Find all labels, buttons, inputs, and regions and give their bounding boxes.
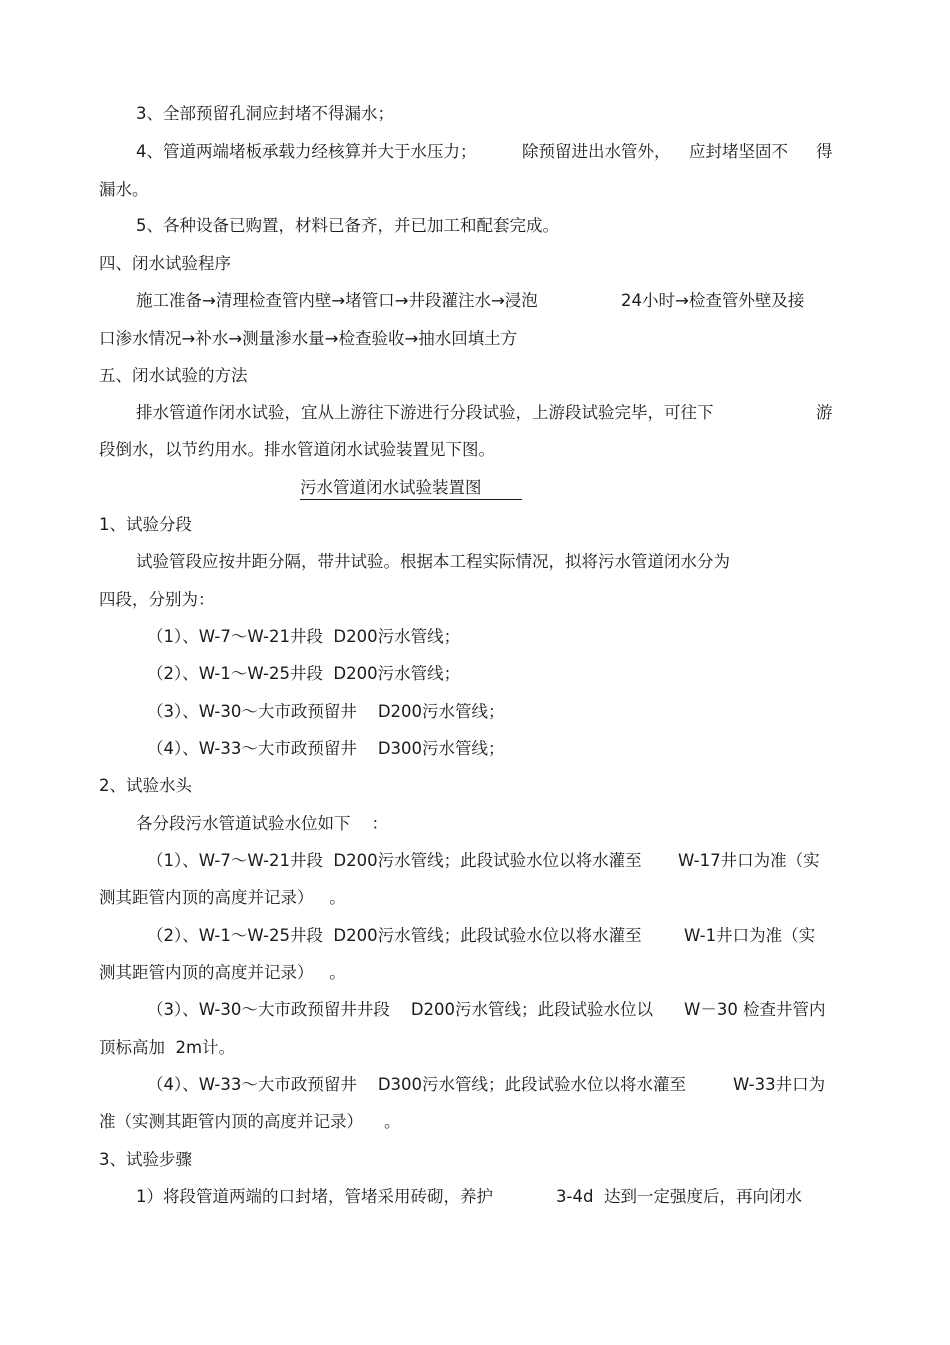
- list-item: （4）、W-33～大市政预留井 D300污水管线；: [147, 739, 505, 758]
- text-line: 测其距管内顶的高度并记录） 。: [99, 963, 346, 982]
- text-line: 施工准备→清理检查管内壁→堵管口→井段灌注水→浸泡: [136, 291, 538, 310]
- text-line: 3、全部预留孔洞应封堵不得漏水；: [136, 104, 394, 123]
- list-item: （1）、W-7～W-21井段 D200污水管线；: [147, 627, 461, 646]
- text-line: 应封堵坚固不: [689, 142, 788, 161]
- list-item: （3）、W-30～大市政预留井 D200污水管线；: [147, 702, 505, 721]
- section-heading: 五、闭水试验的方法: [99, 366, 248, 385]
- text-line: 四段，分别为：: [99, 590, 215, 609]
- list-item: （3）、W-30～大市政预留井井段 D200污水管线；此段试验水位以: [147, 1000, 654, 1019]
- text-line: 准（实测其距管内顶的高度并记录） 。: [99, 1112, 401, 1131]
- text-line: 5、各种设备已购置，材料已备齐，并已加工和配套完成。: [136, 216, 559, 235]
- list-item: W-17井口为准（实: [678, 851, 820, 870]
- text-line: 口渗水情况→补水→测量渗水量→检查验收→抽水回填土方: [99, 329, 518, 348]
- text-line: 段倒水，以节约用水。排水管道闭水试验装置见下图。: [99, 440, 495, 459]
- text-line: 3-4d: [556, 1187, 594, 1206]
- list-item: （4）、W-33～大市政预留井 D300污水管线；此段试验水位以将水灌至: [147, 1075, 687, 1094]
- section-heading: 四、闭水试验程序: [99, 254, 231, 273]
- text-line: 漏水。: [99, 180, 149, 199]
- list-item: （2）、W-1～W-25井段 D200污水管线；: [147, 664, 461, 683]
- text-line: 得: [816, 142, 833, 161]
- text-line: 4、管道两端堵板承载力经核算并大于水压力；: [136, 142, 477, 161]
- figure-caption: 污水管道闭水试验装置图: [300, 478, 522, 500]
- list-item: W-1井口为准（实: [684, 926, 816, 945]
- text-line: 试验管段应按井距分隔，带井试验。根据本工程实际情况，拟将污水管道闭水分为: [136, 552, 730, 571]
- text-line: 游: [816, 403, 833, 422]
- list-item: W-33井口为: [733, 1075, 826, 1094]
- list-item: （2）、W-1～W-25井段 D200污水管线；此段试验水位以将水灌至: [147, 926, 642, 945]
- subsection-heading: 3、试验步骤: [99, 1150, 192, 1169]
- text-line: 各分段污水管道试验水位如下 ：: [136, 814, 388, 833]
- list-item: （1）、W-7～W-21井段 D200污水管线；此段试验水位以将水灌至: [147, 851, 642, 870]
- text-line: 除预留进出水管外，: [522, 142, 671, 161]
- text-line: 顶标高加 2m计。: [99, 1038, 236, 1057]
- text-line: 1）将段管道两端的口封堵，管堵采用砖砌，养护: [136, 1187, 493, 1206]
- subsection-heading: 2、试验水头: [99, 776, 192, 795]
- subsection-heading: 1、试验分段: [99, 515, 192, 534]
- text-line: 达到一定强度后，再向闭水: [604, 1187, 802, 1206]
- text-line: 测其距管内顶的高度并记录） 。: [99, 888, 346, 907]
- list-item: W－30 检查井管内: [684, 1000, 826, 1019]
- text-line: 排水管道作闭水试验，宜从上游往下游进行分段试验，上游段试验完毕，可往下: [136, 403, 714, 422]
- text-line: 24小时→检查管外壁及接: [621, 291, 805, 310]
